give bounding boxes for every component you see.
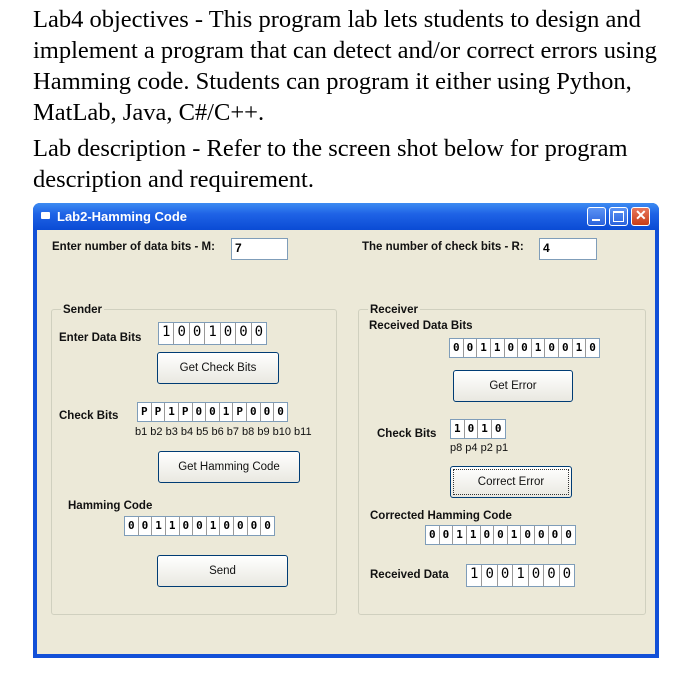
check-bits-label: Check Bits [59,410,119,422]
minimize-button[interactable] [587,207,606,226]
data-bit-cell: 0 [174,323,189,344]
get-error-button[interactable]: Get Error [453,370,573,402]
hamming-bit-cell: 0 [125,517,139,535]
hamming-bit-cell: 0 [193,517,207,535]
corrected-bit-cell: 1 [508,526,522,544]
hamming-code-label: Hamming Code [68,500,153,512]
r-label: The number of check bits - R: [362,241,524,253]
corrected-bit-cell: 0 [521,526,535,544]
check-bit-cell: 0 [277,405,284,418]
check-bit-cell: 0 [261,403,275,421]
corrected-code-field [425,525,576,545]
title-bar[interactable] [33,203,659,230]
corrected-bit-cell: 0 [426,526,440,544]
hamming-bit-cell: 0 [220,517,234,535]
received-bit-cell: 1 [532,339,546,357]
check-bit-cell: P [138,403,152,421]
window-title: Lab2-Hamming Code [57,209,188,224]
check-bit-cell: P [152,403,166,421]
data-bits-input[interactable] [158,322,267,345]
hamming-bit-cell: 1 [207,517,221,535]
check-bit-cell: P [233,403,247,421]
corrected-bit-cell: 0 [481,526,495,544]
data-bit-cell: 0 [221,323,236,344]
get-check-bits-button[interactable]: Get Check Bits [157,352,279,384]
corrected-bit-cell: 1 [453,526,467,544]
receiver-check-bits-field [450,419,506,439]
close-icon: ✕ [635,207,647,223]
received-data-cell: 0 [544,565,559,586]
received-bits-label: Received Data Bits [369,320,473,332]
corrected-bit-cell: 0 [535,526,549,544]
check-bit-cell: 0 [206,403,220,421]
received-bit-cell: 0 [559,339,573,357]
window-client [37,230,655,654]
hamming-bit-cell: 0 [234,517,248,535]
received-bit-cell: 1 [491,339,505,357]
check-bit-cell: P [179,403,193,421]
data-bit-cell: 0 [236,323,251,344]
hamming-code-field [124,516,275,536]
send-button[interactable]: Send [157,555,288,587]
received-bit-cell: 1 [573,339,587,357]
hamming-bit-cell: 1 [152,517,166,535]
corrected-bit-cell: 0 [494,526,508,544]
received-data-cell: 1 [513,565,528,586]
received-data-cell: 0 [529,565,544,586]
close-button[interactable] [631,207,650,226]
data-bits-label: Enter Data Bits [59,332,142,344]
received-bit-cell: 0 [518,339,532,357]
hamming-bit-cell: 0 [180,517,194,535]
check-bits-field [137,402,288,422]
correct-error-button[interactable]: Correct Error [450,466,572,498]
received-data-cell: 1 [467,565,482,586]
m-label: Enter number of data bits - M: [52,241,215,253]
app-icon [41,212,50,219]
bit-positions-label: b1 b2 b3 b4 b5 b6 b7 b8 b9 b10 b11 [135,426,312,438]
maximize-button[interactable] [609,207,628,226]
receiver-check-bit-cell: 0 [494,422,502,435]
app-window [33,203,659,658]
check-positions-label: p8 p4 p2 p1 [450,442,509,454]
hamming-bit-cell: 0 [139,517,153,535]
check-bit-cell: 1 [165,403,179,421]
m-input[interactable]: 7 [231,238,288,260]
r-input[interactable]: 4 [539,238,597,260]
received-bit-cell: 0 [589,341,596,354]
received-data-cell: 0 [482,565,497,586]
hamming-bit-cell: 1 [166,517,180,535]
check-bit-cell: 1 [220,403,234,421]
data-bit-cell: 0 [190,323,205,344]
data-bit-cell: 1 [159,323,174,344]
corrected-bit-cell: 1 [467,526,481,544]
corrected-bit-cell: 0 [440,526,454,544]
sender-group-label: Sender [63,304,102,316]
received-data-label: Received Data [370,569,449,581]
received-bit-cell: 1 [477,339,491,357]
received-data-cell: 0 [562,566,572,582]
received-bit-cell: 0 [545,339,559,357]
check-bit-cell: 0 [247,403,261,421]
receiver-check-bits-label: Check Bits [377,428,437,440]
get-hamming-code-button[interactable]: Get Hamming Code [158,451,300,483]
description-paragraph: Lab description - Refer to the screen shot below for program description and requirement. [33,135,628,193]
data-bit-cell: 0 [254,324,264,340]
check-bit-cell: 0 [193,403,207,421]
received-bit-cell: 0 [505,339,519,357]
received-data-cell: 0 [498,565,513,586]
hamming-bit-cell: 0 [264,519,271,532]
corrected-code-label: Corrected Hamming Code [370,510,512,522]
corrected-bit-cell: 0 [565,528,572,541]
received-data-field [466,564,575,587]
corrected-bit-cell: 0 [549,526,563,544]
received-bit-cell: 0 [464,339,478,357]
data-bit-cell: 1 [205,323,220,344]
objectives-paragraph: Lab4 objectives - This program lab lets students to design and implement a program that can detect and/or correct errors using Hamming code. Students can program it either using Python, MatLab, Java, C#/C++. [33,6,657,126]
receiver-check-bit-cell: 1 [478,420,492,438]
received-bit-cell: 0 [450,339,464,357]
received-bits-field [449,338,600,358]
receiver-group-label: Receiver [370,304,418,316]
hamming-bit-cell: 0 [248,517,262,535]
receiver-check-bit-cell: 1 [451,420,465,438]
receiver-check-bit-cell: 0 [465,420,479,438]
